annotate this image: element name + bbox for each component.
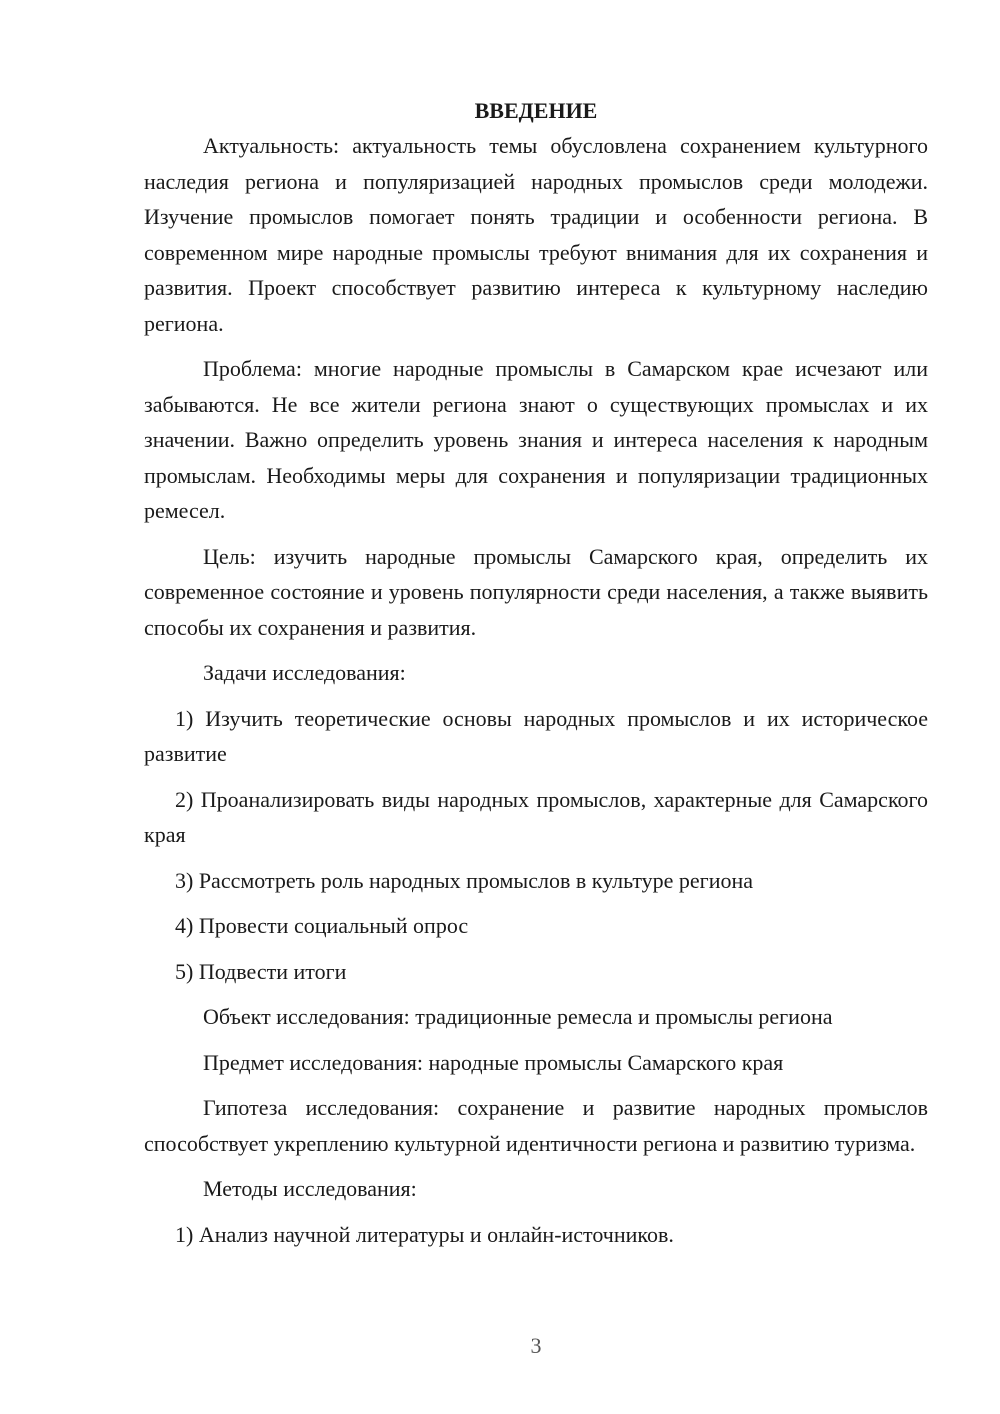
page-number: 3 [530,1333,542,1358]
method-item-1: 1) Анализ научной литературы и онлайн-источников. [175,1221,674,1247]
task-item-2: 2) Проанализировать виды народных промыслов, характерные для Самарского края [144,786,928,847]
subject-line: Предмет исследования: народные промыслы Самарского края [203,1049,784,1075]
task-item-3: 3) Рассмотреть роль народных промыслов в культуре региона [175,867,754,893]
methods-heading: Методы исследования: [203,1176,417,1201]
object-line: Объект исследования: традиционные ремесла и промыслы региона [203,1004,833,1029]
tasks-heading: Задачи исследования: [203,660,406,685]
relevance-paragraph: Актуальность: актуальность темы обусловлена сохранением культурного наследия региона и популяризацией народных промыслов среди молодежи. Изучение промыслов помогает понять традиции и особенности региона. В современном мире народные промыслы требуют внимания для их сохранения и развития. Проект способствует развитию интереса к культурному наследию региона. [144,133,928,336]
hypothesis-paragraph: Гипотеза исследования: сохранение и развитие народных промыслов способствует укреплению культурной идентичности региона и развитию туризма. [144,1095,928,1156]
section-title: ВВЕДЕНИЕ [474,98,598,123]
task-item-5: 5) Подвести итоги [175,958,347,984]
task-item-4: 4) Провести социальный опрос [175,913,469,938]
problem-paragraph: Проблема: многие народные промыслы в Самарском крае исчезают или забываются. Не все жители региона знают о существующих промыслах и их значении. Важно определить уровень знания и интереса населения к народным промыслам. Необходимы меры для сохранения и популяризации традиционных ремесел. [144,356,928,523]
document-page [144,94,928,1262]
goal-paragraph: Цель: изучить народные промыслы Самарского края, определить их современное состояние и уровень популярности среди населения, а также выявить способы их сохранения и развития. [144,543,928,640]
task-item-1: 1) Изучить теоретические основы народных промыслов и их историческое развитие [144,705,928,766]
